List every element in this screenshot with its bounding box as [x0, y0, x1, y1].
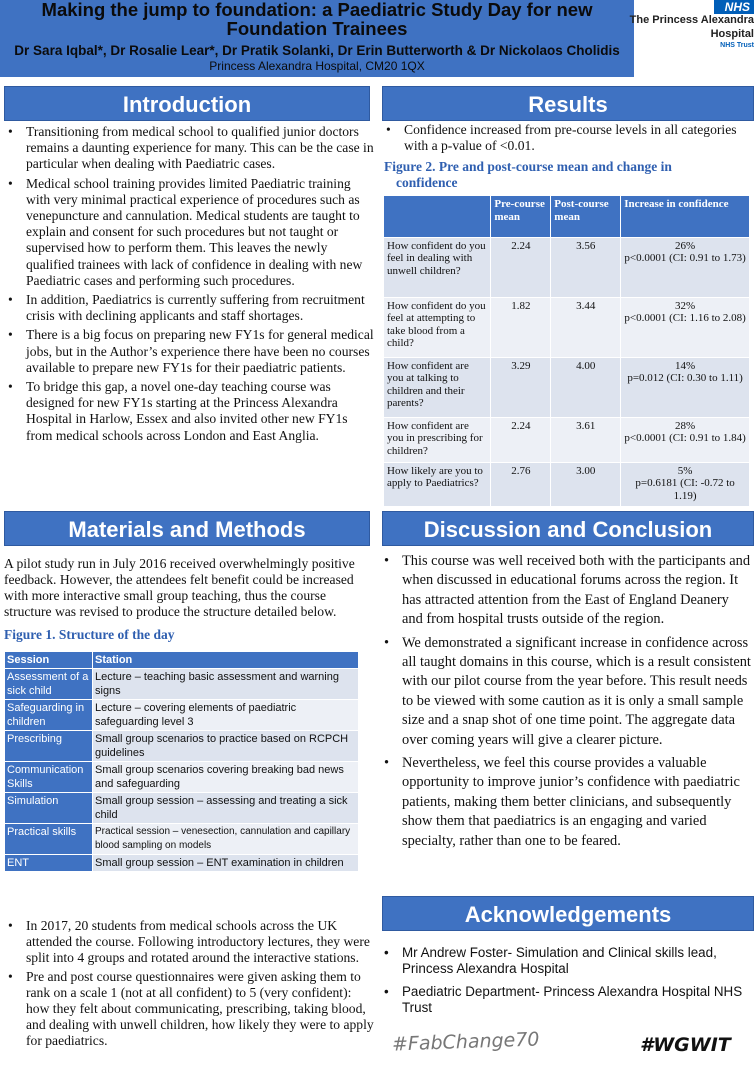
station-cell: Lecture – teaching basic assessment and warning signs — [93, 669, 359, 700]
pre-mean-cell: 2.76 — [491, 462, 551, 506]
list-item: • Medical school training provides limited Paediatric training with very minimal practical experience of procedures such as venepuncture and cannulation. Medical students are taught to explain and consent for such procedures but not taught or supervised how to perform them. This leaves the newly qualified trainees with lack of confidence in dealing with new Paediatric cases and performing such procedures. — [4, 176, 374, 289]
station-cell: Practical session – venesection, cannulation and capillary blood sampling on models — [93, 824, 359, 855]
increase-stats: p<0.0001 (CI: 1.16 to 2.08) — [624, 312, 746, 325]
methods-list — [4, 918, 374, 1052]
increase-cell — [621, 297, 750, 357]
pre-mean-cell: 2.24 — [491, 417, 551, 462]
station-cell: Small group session – assessing and treating a sick child — [93, 793, 359, 824]
title-line-1: Making the jump to foundation: a Paediatric Study Day for new — [41, 0, 593, 20]
increase-percent: 26% — [675, 239, 696, 252]
structure-table-header — [5, 652, 359, 669]
hashtag-fabchange: #FabChange70 — [391, 1028, 540, 1056]
authors: Dr Sara Iqbal*, Dr Rosalie Lear*, Dr Pratik Solanki, Dr Erin Butterworth & Dr Nickolaos Cholidis — [14, 43, 620, 58]
list-item: • Nevertheless, we feel this course provides a valuable opportunity to improve junior’s confidence with paediatric patients, making them better clinicians, and subsequently show them that paediatrics is an engaging and varied specialty, rather than one to be feared. — [380, 754, 752, 851]
table-row — [384, 297, 750, 357]
table-row — [384, 417, 750, 462]
acknowledgements-heading: Acknowledgements — [382, 896, 754, 931]
table-row — [5, 793, 359, 824]
table-row — [5, 762, 359, 793]
post-mean-cell: 3.61 — [551, 417, 621, 462]
post-mean-cell: 3.44 — [551, 297, 621, 357]
list-item: • In addition, Paediatrics is currently suffering from recruitment crisis with declining applicants and staff shortages. — [4, 292, 374, 324]
structure-table — [4, 651, 359, 872]
pre-mean-cell: 3.29 — [491, 357, 551, 417]
header-cell: Session — [5, 652, 93, 669]
discussion-heading: Discussion and Conclusion — [382, 511, 754, 546]
session-cell: Prescribing — [5, 731, 93, 762]
increase-cell — [621, 357, 750, 417]
table-row — [5, 824, 359, 855]
title-line-2: Foundation Trainees — [226, 18, 408, 39]
station-cell: Small group scenarios to practice based on RCPCH guidelines — [93, 731, 359, 762]
post-mean-cell: 3.00 — [551, 462, 621, 506]
question-cell: How confident are you in prescribing for children? — [384, 417, 491, 462]
list-item: • Paediatric Department- Princess Alexandra Hospital NHS Trust — [380, 984, 752, 1016]
table-row — [384, 237, 750, 297]
post-mean-cell: 4.00 — [551, 357, 621, 417]
header-cell: Increase in confidence — [621, 196, 750, 237]
increase-percent: 32% — [675, 299, 696, 312]
list-item: • Transitioning from medical school to qualified junior doctors remains a daunting experience for many. This can be the case in particular when dealing with Paediatric cases. — [4, 124, 374, 173]
introduction-heading: Introduction — [4, 86, 370, 121]
figure-2-caption — [384, 159, 754, 191]
hashtag-wgwit: #WGWIT — [640, 1034, 731, 1056]
question-cell: How confident do you feel at attempting to take blood from a child? — [384, 297, 491, 357]
question-cell: How likely are you to apply to Paediatrics? — [384, 462, 491, 506]
results-table-header — [384, 196, 750, 237]
figure-2-caption-line-1: Figure 2. Pre and post-course mean and change in — [384, 159, 672, 174]
table-row — [5, 855, 359, 872]
increase-stats: p=0.012 (CI: 0.30 to 1.11) — [627, 372, 743, 385]
header-cell: Post-course mean — [551, 196, 621, 237]
post-mean-cell: 3.56 — [551, 237, 621, 297]
increase-stats: p=0.6181 (CI: -0.72 to 1.19) — [635, 477, 735, 502]
table-row — [5, 669, 359, 700]
pre-mean-cell: 1.82 — [491, 297, 551, 357]
table-row — [384, 357, 750, 417]
list-item: • We demonstrated a significant increase in confidence across all taught domains in this course, which is a result consistent with our pilot course from the year before. This result needs to be viewed with some caution as it is only a small sample size and a snap shot of one time point. The aggregate data over coming years will give a clearer picture. — [380, 634, 752, 750]
methods-paragraph: A pilot study run in July 2016 received overwhelmingly positive feedback. However, the attendees felt benefit could be increased with more interactive small group teaching, thus the course structure was revised to produce the structure detailed below. — [4, 556, 355, 619]
increase-percent: 14% — [675, 359, 696, 372]
increase-stats: p<0.0001 (CI: 0.91 to 1.84) — [624, 432, 746, 445]
increase-cell — [621, 462, 750, 506]
list-item: • Pre and post course questionnaires were given asking them to rank on a scale 1 (not at all confident) to 5 (very confident): how they felt about communicating, prescribing, taking blood, and dealing with unwell children, how likely they were to apply for paediatrics. — [4, 969, 374, 1049]
results-table — [384, 196, 750, 506]
figure-2-caption-line-2: confidence — [396, 175, 458, 190]
station-cell: Lecture – covering elements of paediatric safeguarding level 3 — [93, 700, 359, 731]
session-cell: Practical skills — [5, 824, 93, 855]
session-cell: Simulation — [5, 793, 93, 824]
question-cell: How confident do you feel in dealing with unwell children? — [384, 237, 491, 297]
session-cell: Communication Skills — [5, 762, 93, 793]
table-row — [5, 700, 359, 731]
nhs-logo-box: NHS — [714, 0, 754, 14]
acknowledgements-list — [380, 945, 752, 1023]
list-item: • To bridge this gap, a novel one-day teaching course was designed for new FY1s starting at the Princess Alexandra Hospital in Harlow, Essex and also invited other new FY1s from medical schools across London and East Anglia. — [4, 379, 374, 444]
introduction-list — [4, 124, 374, 447]
poster-title — [0, 0, 634, 38]
header-cell — [384, 196, 491, 237]
station-cell: Small group session – ENT examination in children — [93, 855, 359, 872]
discussion-list — [380, 552, 752, 855]
org-name-line-2: Hospital — [710, 28, 754, 40]
table-row — [384, 462, 750, 506]
session-cell: Assessment of a sick child — [5, 669, 93, 700]
list-item: • Confidence increased from pre-course levels in all categories with a p-value of <0.01. — [382, 122, 754, 154]
table-row — [5, 731, 359, 762]
results-list — [382, 122, 754, 154]
list-item: • There is a big focus on preparing new FY1s for general medical jobs, but in the Author’s experience there have been no courses available to prepare new FY1s for their paediatric patients. — [4, 327, 374, 376]
org-name-line-1: The Princess Alexandra — [629, 14, 754, 26]
increase-stats: p<0.0001 (CI: 0.91 to 1.73) — [624, 252, 746, 265]
session-cell: Safeguarding in children — [5, 700, 93, 731]
increase-percent: 5% — [677, 464, 693, 477]
methods-heading: Materials and Methods — [4, 511, 370, 546]
question-cell: How confident are you at talking to children and their parents? — [384, 357, 491, 417]
org-name-line-3: NHS Trust — [720, 42, 754, 49]
pre-mean-cell: 2.24 — [491, 237, 551, 297]
header-cell: Station — [93, 652, 359, 669]
poster-header — [0, 0, 634, 77]
increase-cell — [621, 417, 750, 462]
affiliation: Princess Alexandra Hospital, CM20 1QX — [209, 59, 425, 73]
list-item: • This course was well received both with the participants and when discussed in educational forums across the region. It has attracted attention from the East of England Deanery and from hospital trusts outside of the region. — [380, 552, 752, 630]
results-heading: Results — [382, 86, 754, 121]
list-item: • Mr Andrew Foster- Simulation and Clinical skills lead, Princess Alexandra Hospital — [380, 945, 752, 977]
nhs-logo — [629, 0, 754, 60]
session-cell: ENT — [5, 855, 93, 872]
increase-cell — [621, 237, 750, 297]
increase-percent: 28% — [675, 419, 696, 432]
list-item: • In 2017, 20 students from medical schools across the UK attended the course. Following introductory lectures, they were split into 4 groups and rotated around the interactive stations. — [4, 918, 374, 966]
figure-1-caption: Figure 1. Structure of the day — [4, 627, 175, 642]
header-cell: Pre-course mean — [491, 196, 551, 237]
station-cell: Small group scenarios covering breaking bad news and safeguarding — [93, 762, 359, 793]
